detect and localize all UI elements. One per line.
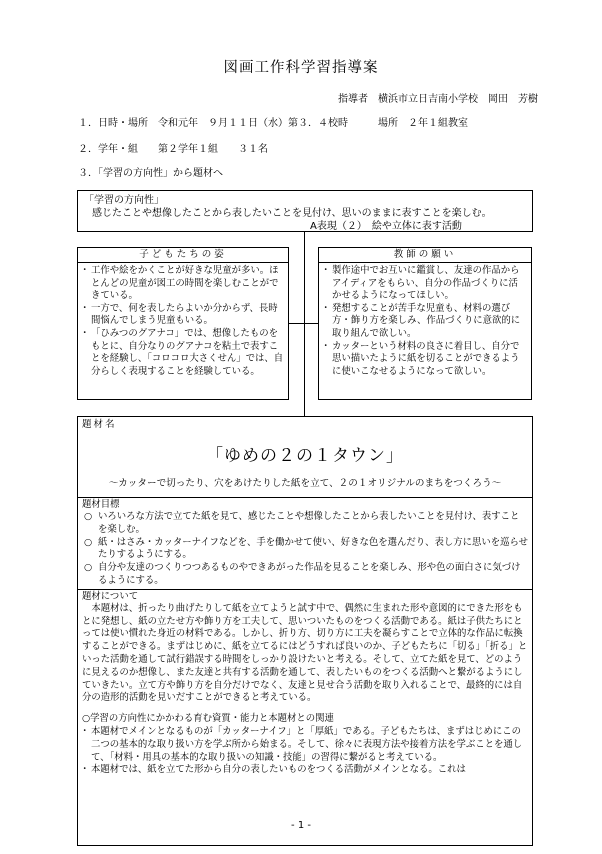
teacher-list [319, 263, 531, 378]
connector-horizontal [289, 323, 318, 324]
theme-title: 「ゆめの２の１タウン」 [206, 446, 404, 466]
direction-tag: A表現（２） 絵や立体に表す活動 [310, 221, 462, 232]
page-number: - 1 - [291, 820, 311, 831]
date-place-line: １．日時・場所 令和元年 ９月１１日（水）第３．４校時 場所 ２年１組教室 [78, 118, 468, 129]
goal-item [82, 537, 528, 563]
goal-marker: ○ [84, 511, 93, 522]
grade-class-line: ２．学年・組 第２学年１組 ３１名 [78, 144, 268, 155]
about-label: 題材について [82, 590, 139, 602]
direction-body: 感じたことや想像したことから表したいことを見付け、思いのままに表すことを楽しむ。 [92, 208, 492, 219]
goals-label: 題材目標 [82, 499, 120, 510]
teacher-heading: 教師の願い [319, 248, 531, 263]
direction-box [77, 190, 533, 232]
about-subheading: ○学習の方向性にかかわる育む資質・能力と本題材との関連 [82, 713, 334, 725]
direction-heading-line: ３．「学習の方向性」から題材へ [78, 168, 223, 179]
goal-marker: ○ [84, 536, 93, 548]
teacher-item: ・ 製作途中でお互いに鑑賞し、友達の作品からアイディアをもらい、自分の作品づくりに活かせるようになってほしい。 [323, 265, 527, 303]
about-section [78, 589, 532, 777]
children-box [77, 247, 289, 400]
goal-text: いろいろな方法で立てた紙を見て、感じたことや想像したことから表したいことを見付け、表すことを楽しむ。 [98, 511, 520, 535]
goal-text: 紙・はさみ・カッターナイフなどを、手を働かせて使い、好きな色を選んだり、表し方に思いを巡らせたりするようにする。 [98, 536, 528, 561]
teacher-box [318, 247, 532, 400]
theme-subtitle: ～カッターで切ったり、穴をあけたりした紙を立て、２の１オリジナルのまちをつくろう～ [108, 478, 502, 489]
goal-marker: ○ [84, 562, 93, 574]
goal-item [82, 511, 528, 537]
connector-vertical [304, 232, 305, 416]
theme-label: 題材名 [82, 419, 117, 430]
goal-item [82, 562, 528, 589]
about-bullet: ・ 本題材でメインとなるものが「カッターナイフ」と「厚紙」である。子どもたちは、まずはじめにこの二つの基本的な取り扱い方を学ぶ所から始まる。そして、徐々に表現方法や接着方法を学ぶことを通して、「材料・用具の基本的な取り扱いの知識・技能」の習得に繋がると考えている。 [82, 726, 528, 764]
about-paragraph: 本題材は、折ったり曲げたりして紙を立てようと試す中で、偶然に生まれた形や意図的にできた形をもとに発想し、紙の立たせ方や飾り方を工夫して、思いついたものをつくる活動である。紙は子供たちにとっては使い慣れた身近の材料である。しかし、折り方、切り方に工夫を凝らすことで立体的な作品に転換することができる。まずはじめに、紙を立てるにはどうすれば良いのか、子どもたちに「切る」「折る」といった活動を通して試行錯誤する時間をしっかり設けたいと考える。そして、立てた紙を見て、どのように見えるのか想像し、また友達と共有する活動を通して、表したいものをつくる活動へと繋がるようにしていきたい。立て方や飾り方を自分だけでなく、友達と見せ合う活動を取り入れることで、最終的には自分の造形的活動を見いだすことができると考えている。 [82, 602, 528, 704]
children-item: ・ 一方で、何を表したらよいか分からず、長時間悩んでしまう児童もいる。 [82, 303, 284, 328]
about-bullet: ・ 本題材では、紙を立てた形から自分の表したいものをつくる活動がメインとなる。これは [82, 764, 528, 777]
teacher-item: ・ 発想することが苦手な児童も、材料の選び方・飾り方を楽しみ、作品づくりに意欲的に取り組んで欲しい。 [323, 303, 527, 341]
direction-heading: 「学習の方向性」 [84, 195, 164, 206]
goal-text: 自分や友達のつくりつつあるものやできあがった作品を見ることを楽しみ、形や色の面白さに気づけるようにする。 [98, 562, 521, 586]
theme-box [77, 416, 533, 846]
children-list [78, 263, 288, 378]
children-heading: 子どもたちの姿 [78, 248, 288, 263]
teacher-item: ・ カッターという材料の良さに着目し、自分で思い描いたように紙を切ることができるように使いこなせるようになって欲しい。 [323, 341, 527, 379]
author-line: 指導者 横浜市立日吉南小学校 岡田 芳樹 [338, 94, 538, 105]
children-item: ・ 工作や絵をかくことが好きな児童が多い。ほとんどの児童が図工の時間を楽しむことができている。 [82, 265, 284, 303]
children-item: ・ 「ひみつのグアナコ」では、想像したものをもとに、自分なりのグアナコを粘土で表すことを経験し、「コロコロ大さくせん」では、自分らしく表現することを経験している。 [82, 328, 284, 378]
document-title: 図画工作科学習指導案 [223, 60, 379, 76]
goals-section [78, 497, 532, 589]
